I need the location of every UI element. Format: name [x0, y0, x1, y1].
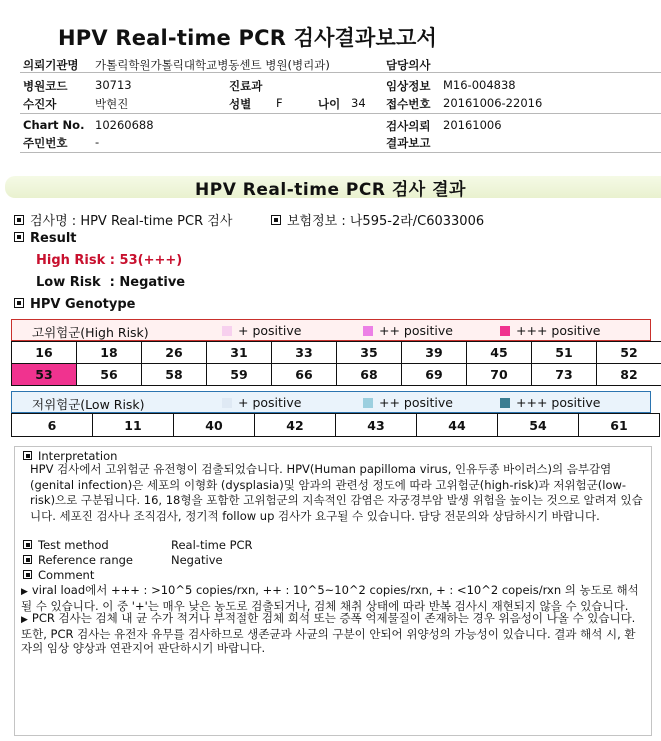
reference-range-line: Reference range [23, 554, 133, 567]
legend-swatch-icon [500, 326, 510, 336]
info-label-report-date: 결과보고 [386, 136, 431, 150]
low-risk-result: Low Risk : Negative [36, 275, 186, 290]
square-bullet-icon [23, 451, 32, 460]
legend-high-plus2: ++ positive [363, 323, 453, 338]
high-risk-group-label: 고위험군(High Risk) [32, 325, 149, 340]
comment-heading: Comment [23, 569, 94, 582]
legend-high-plus: + positive [222, 323, 301, 338]
info-value-resident-no: - [95, 135, 100, 149]
interpretation-heading: Interpretation [23, 450, 117, 463]
genotype-cell: 70 [467, 364, 532, 386]
interpretation-text: HPV 검사에서 고위험군 유전형이 검출되었습니다. HPV(Human papilloma virus, 인유두종 바이러스)의 음부감염(genital infection)은 세포의 이형화 (dysplasia)및 암과의 관련성 정도에 따라 고위험군(high-risk)과 저위험군(low-risk)으로 구분됩니다. 16, 18형을 포함한 고위험군의 지속적인 감염은 자궁경부암 발생 위험을 높이는 것으로 알려져 있습니다. 세포진 검사나 조직검사, 정기적 follow up 검사가 요구될 수 있습니다. 담당 전문의와 상담하시기 바랍니다. [30, 462, 643, 523]
genotype-cell: 69 [402, 364, 467, 386]
info-label-patient: 수진자 [23, 97, 57, 111]
high-risk-legend-row [11, 319, 651, 341]
info-label-dept: 진료과 [229, 79, 263, 93]
genotype-cell: 43 [336, 414, 417, 437]
info-value-chart-no: 10260688 [95, 118, 154, 132]
genotype-cell: 58 [142, 364, 207, 386]
info-value-sex: F [276, 96, 283, 110]
info-label-resident-no: 주민번호 [23, 136, 68, 150]
info-label-hospital-code: 병원코드 [23, 79, 68, 93]
genotype-cell: 54 [498, 414, 579, 437]
genotype-cell: 73 [532, 364, 597, 386]
genotype-cell: 82 [597, 364, 661, 386]
info-value-hospital-code: 30713 [95, 78, 132, 92]
square-bullet-icon [14, 215, 24, 225]
genotype-cell: 68 [337, 364, 402, 386]
square-bullet-icon [23, 555, 32, 564]
genotype-cell: 6 [12, 414, 93, 437]
info-value-clinical-info: M16-004838 [443, 78, 516, 92]
genotype-cell: 18 [77, 342, 142, 364]
genotype-cell: 45 [467, 342, 532, 364]
info-value-age: 34 [351, 96, 366, 110]
low-risk-group-label: 저위험군(Low Risk) [32, 397, 145, 412]
genotype-cell: 66 [272, 364, 337, 386]
genotype-cell: 61 [579, 414, 660, 437]
genotype-cell: 35 [337, 342, 402, 364]
legend-low-plus: + positive [222, 395, 301, 410]
genotype-cell: 26 [142, 342, 207, 364]
report-title: HPV Real-time PCR 검사결과보고서 [58, 26, 437, 50]
arrow-bullet-icon: ▶ [21, 587, 28, 597]
legend-swatch-icon [363, 326, 373, 336]
info-label-doctor: 담당의사 [386, 58, 431, 72]
genotype-row [12, 414, 660, 437]
genotype-cell: 53 [12, 364, 77, 386]
low-risk-genotype-table [11, 413, 660, 437]
comment-2: ▶ PCR 검사는 검체 내 균 수가 적거나 부적절한 검체 희석 또는 증폭 억제물질이 존재하는 경우 위음성이 나올 수 있습니다. 또한, PCR 검사는 유전자 유무를 검사하므로 생존균과 사균의 구분이 안되어 위양성의 가능성이 있습니다. 결과 해석 시, 환자의 임상 양상과 연관지어 판단하시기 바랍니다. [21, 611, 636, 655]
genotype-cell: 42 [255, 414, 336, 437]
square-bullet-icon [14, 298, 24, 308]
info-label-requester: 의뢰기관명 [23, 58, 79, 72]
genotype-cell: 31 [207, 342, 272, 364]
genotype-cell: 59 [207, 364, 272, 386]
info-label-request-date: 검사의뢰 [386, 119, 431, 133]
genotype-cell: 40 [174, 414, 255, 437]
info-label-chart-no: Chart No. [23, 118, 85, 132]
info-label-age: 나이 [318, 97, 341, 111]
test-method-value: Real-time PCR [171, 538, 253, 552]
section-title: HPV Real-time PCR 검사 결과 [195, 180, 466, 200]
genotype-cell: 44 [417, 414, 498, 437]
genotype-heading: HPV Genotype [14, 297, 135, 312]
genotype-row [12, 364, 661, 386]
high-risk-result: High Risk : 53(+++) [36, 253, 183, 268]
info-label-receipt-no: 접수번호 [386, 97, 431, 111]
info-value-receipt-no: 20161006-22016 [443, 96, 543, 110]
genotype-cell: 16 [12, 342, 77, 364]
genotype-cell: 11 [93, 414, 174, 437]
genotype-cell: 51 [532, 342, 597, 364]
arrow-bullet-icon: ▶ [21, 615, 28, 625]
legend-low-plus3: +++ positive [500, 395, 600, 410]
result-heading: Result [14, 231, 77, 246]
interpretation-panel[interactable] [14, 446, 652, 736]
genotype-cell: 33 [272, 342, 337, 364]
low-risk-legend-row [11, 391, 651, 413]
legend-swatch-icon [222, 326, 232, 336]
legend-swatch-icon [222, 398, 232, 408]
genotype-cell: 52 [597, 342, 661, 364]
info-divider [20, 113, 661, 114]
info-divider [20, 72, 661, 73]
info-value-patient: 박현진 [95, 97, 129, 111]
genotype-cell: 56 [77, 364, 142, 386]
info-label-clinical-info: 임상정보 [386, 79, 431, 93]
info-divider [20, 152, 661, 153]
legend-swatch-icon [500, 398, 510, 408]
legend-low-plus2: ++ positive [363, 395, 453, 410]
legend-swatch-icon [363, 398, 373, 408]
genotype-row [12, 342, 661, 364]
square-bullet-icon [271, 215, 281, 225]
genotype-cell: 39 [402, 342, 467, 364]
info-value-request-date: 20161006 [443, 118, 502, 132]
test-name-line [14, 210, 232, 229]
square-bullet-icon [14, 232, 24, 242]
high-risk-genotype-table [11, 341, 661, 386]
insurance-line [271, 210, 484, 229]
test-name-text: 검사명 : HPV Real-time PCR 검사 [30, 214, 233, 229]
square-bullet-icon [23, 570, 32, 579]
comment-1: ▶ viral load에서 +++ : >10^5 copies/rxn, ++ : 10^5~10^2 copies/rxn, + : <10^2 copeis/rxn 의 농도로 해석될 수 있습니다. 이 중 '+'는 매우 낮은 농도로 검출되거나, 검체 채취 상태에 따라 반복 검사시 재현되지 않을 수 있습니다. [21, 583, 639, 613]
square-bullet-icon [23, 540, 32, 549]
info-value-requester: 가톨릭학원가톨릭대학교병동센트 병원(병리과) [95, 58, 330, 72]
legend-high-plus3: +++ positive [500, 323, 600, 338]
info-label-sex: 성별 [229, 97, 252, 111]
test-method-line: Test method [23, 539, 109, 552]
insurance-text: 보험정보 : 나595-2라/C6033006 [287, 214, 485, 229]
reference-range-value: Negative [171, 553, 223, 567]
